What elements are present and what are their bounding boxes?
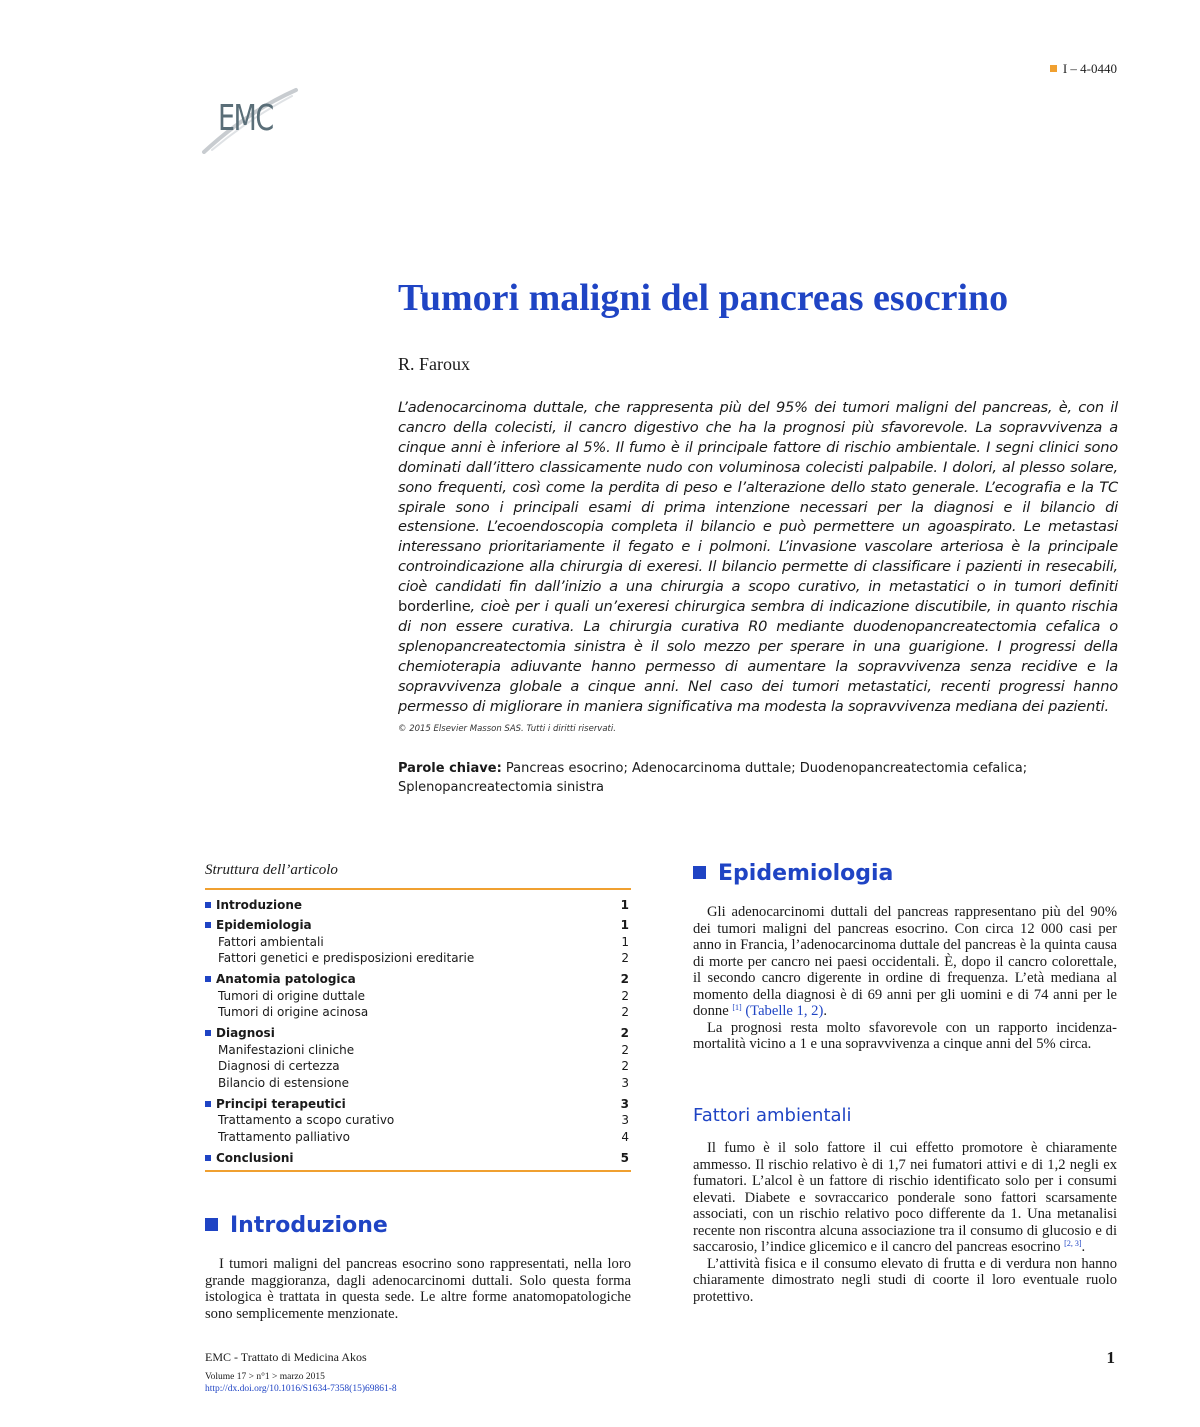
toc-item[interactable] [205,1129,631,1146]
section-heading-introduzione: Introduzione [205,1213,388,1238]
keywords [398,759,1098,797]
abstract: L’adenocarcinoma duttale, che rappresenta più del 95% dei tumori maligni del pancreas, è, con il cancro della colecisti, il cancro digestivo che ha la prognosi più sfavorevole. La sopravvivenza a cinque anni è inferiore al 5%. Il fumo è il principale fattore di rischio ambientale. I segni clinici sono dominati dall’ittero classicamente nudo con voluminosa colecisti palpabile. I dolori, al plesso solare, sono frequenti, così come la perdita di peso e l’alterazione dello stato generale. L’ecografia e la TC spirale sono i principali esami di prima intenzione necessari per la diagnosi e il bilancio di estensione. L’ecoendoscopia completa il bilancio e può permettere un agoaspirato. Le metastasi interessano prioritariamente il fegato e i polmoni. L’invasione vascolare arteriosa è la principale controindicazione alla chirurgia di exeresi. Il bilancio permette di classificare i pazienti in resecabili, cioè candidati fin dall’inizio a una chirurgia a scopo curativo, in metastatici o in tumori definiti borderline, cioè per i quali un’exeresi chirurgica sembra di indicazione discutibile, in quanto rischia di non essere curativa. La chirurgia curativa R0 mediante duodenopancreatectomia cefalica o splenopancreatectomia sinistra è il solo mezzo per sperare in una guarigione. I progressi della chemioterapia adiuvante hanno permesso di aumentare la sopravvivenza senza recidive e la sopravvivenza globale a cinque anni. Nel caso dei tumori metastatici, recenti progressi hanno permesso di migliorare in maniera significativa ma modesta la sopravvivenza mediana dei pazienti. [398,399,1118,715]
toc-item-label: Introduzione [216,897,303,912]
toc-item[interactable] [205,988,631,1005]
toc-item-label: Conclusioni [216,1150,294,1165]
toc-item-label: Principi terapeutici [216,1096,346,1111]
toc-item[interactable] [205,1112,631,1129]
paragraph: La prognosi resta molto sfavorevole con un rapporto incidenza-mortalità vicino a 1 e una sopravvivenza a cinque anni del 5% circa. [693,1019,1117,1052]
copyright: © 2015 Elsevier Masson SAS. Tutti i diritti riservati. [398,724,616,734]
toc-item-page: 5 [620,1150,629,1165]
keywords-label: Parole chiave: [398,761,502,776]
toc-item-page: 4 [621,1130,629,1145]
toc-item-page: 2 [621,1042,629,1057]
blue-square-icon [205,922,211,928]
toc-item-label: Bilancio di estensione [218,1076,349,1091]
toc-item-page: 2 [621,1005,629,1020]
intro-text-block [205,1256,631,1322]
toc-item-page: 1 [621,934,629,949]
page-number: 1 [1106,1348,1115,1367]
toc-item[interactable] [205,971,631,988]
article-structure-box [205,862,631,1172]
toc-item[interactable] [205,950,631,967]
toc-item[interactable] [205,897,631,914]
blue-square-icon [205,1030,211,1036]
paragraph: Gli adenocarcinomi duttali del pancreas rappresentano più del 90% dei tumori maligni del pancreas esocrino. Con circa 12 000 casi per anno in Francia, l’adenocarcinoma duttale del pancreas è la quinta causa di morte per cancro nei paesi occidentali. È, dopo il cancro colorettale, il secondo cancro digerente in ordine di frequenza. L’età mediana al momento della diagnosi è di 69 anni per gli uomini e di 74 anni per le donne [1] (Tabelle 1, 2). [693,904,1117,1019]
volume-info: Volume 17 > n°1 > marzo 2015 [205,1372,325,1382]
toc-item[interactable] [205,1025,631,1042]
toc-item[interactable] [205,1004,631,1021]
toc-item[interactable] [205,1042,631,1059]
blue-square-icon [205,976,211,982]
toc-item[interactable] [205,1075,631,1092]
toc-item-label: Diagnosi [216,1025,275,1040]
toc-item-page: 1 [620,897,629,912]
toc-item-page: 2 [620,971,629,986]
toc-item[interactable] [205,1096,631,1113]
citation[interactable]: [1] [732,1003,742,1012]
toc-item-label: Manifestazioni cliniche [218,1042,355,1057]
doi-link[interactable]: http://dx.doi.org/10.1016/S1634-7358(15)69861-8 [205,1383,397,1394]
epidemiologia-text-block [693,904,1117,1053]
toc-item-page: 2 [621,988,629,1003]
emc-logo [200,78,300,154]
toc-item-label: Trattamento palliativo [218,1130,350,1145]
toc-item-label: Anatomia patologica [216,971,356,986]
toc-item-label: Trattamento a scopo curativo [218,1113,395,1128]
toc-item[interactable] [205,917,631,934]
toc-item[interactable] [205,1058,631,1075]
article-title: Tumori maligni del pancreas esocrino [398,277,1009,319]
toc-item-label: Tumori di origine acinosa [218,1005,369,1020]
blue-square-icon [205,902,211,908]
toc-item-page: 2 [621,1059,629,1074]
toc-list [205,890,631,1171]
blue-square-icon [205,1218,218,1231]
toc-item-label: Diagnosi di certezza [218,1059,340,1074]
citation[interactable]: [2, 3] [1064,1239,1082,1248]
paragraph: L’attività fisica e il consumo elevato di frutta e di verdura non hanno chiaramente dimostrato negli studi di coorte il loro eventuale ruolo protettivo. [693,1255,1117,1305]
article-code: I – 4-0440 [1050,61,1117,77]
toc-item-page: 2 [620,1025,629,1040]
fattori-text-block [693,1140,1117,1305]
toc-divider [205,1170,631,1172]
orange-square-icon [1050,65,1057,72]
keywords-list: Pancreas esocrino; Adenocarcinoma duttale; Duodenopancreatectomia cefalica; Splenopancreatectomia sinistra [398,761,1028,795]
toc-item-label: Epidemiologia [216,917,312,932]
table-link[interactable]: (Tabelle 1, 2) [745,1003,824,1019]
article-author: R. Faroux [398,354,470,374]
blue-square-icon [205,1101,211,1107]
toc-item[interactable] [205,1150,631,1167]
toc-item[interactable] [205,934,631,951]
abstract-term: borderline [398,598,471,616]
toc-item-page: 3 [621,1113,629,1128]
toc-item-page: 2 [621,951,629,966]
toc-item-label: Fattori ambientali [218,934,324,949]
toc-item-page: 3 [620,1096,629,1111]
blue-square-icon [693,866,706,879]
toc-item-page: 3 [621,1076,629,1091]
toc-item-label: Fattori genetici e predisposizioni ereditarie [218,951,475,966]
subsection-heading-fattori-ambientali: Fattori ambientali [693,1105,852,1126]
toc-item-label: Tumori di origine duttale [218,988,366,1003]
svg-text:EMC: EMC [218,96,273,140]
footer-meta [205,1372,397,1395]
toc-title: Struttura dell’articolo [205,862,338,878]
section-heading-epidemiologia: Epidemiologia [693,861,893,886]
journal-name: EMC - Trattato di Medicina Akos [205,1350,367,1364]
toc-item-page: 1 [620,917,629,932]
paragraph: I tumori maligni del pancreas esocrino sono rappresentati, nella loro grande maggioranza, dagli adenocarcinomi duttali. Solo questa forma istologica è trattata in questa sede. Le altre forme anatomopatologiche sono semplicemente menzionate. [205,1256,631,1322]
paragraph: Il fumo è il solo fattore il cui effetto promotore è chiaramente ammesso. Il rischio relativo è di 1,7 nei fumatori attivi e di 1,2 negli ex fumatori. L’alcol è un fattore di rischio identificato solo per i consumi elevati. Diabete e sovraccarico ponderale sono fattori scarsamente associati, con un rischio relativo poco differente da 1. Una metanalisi recente non riscontra alcuna associazione tra il consumo di glucosio e di saccarosio, l’indice glicemico e il cancro del pancreas esocrino [2, 3]. [693,1140,1117,1255]
blue-square-icon [205,1155,211,1161]
